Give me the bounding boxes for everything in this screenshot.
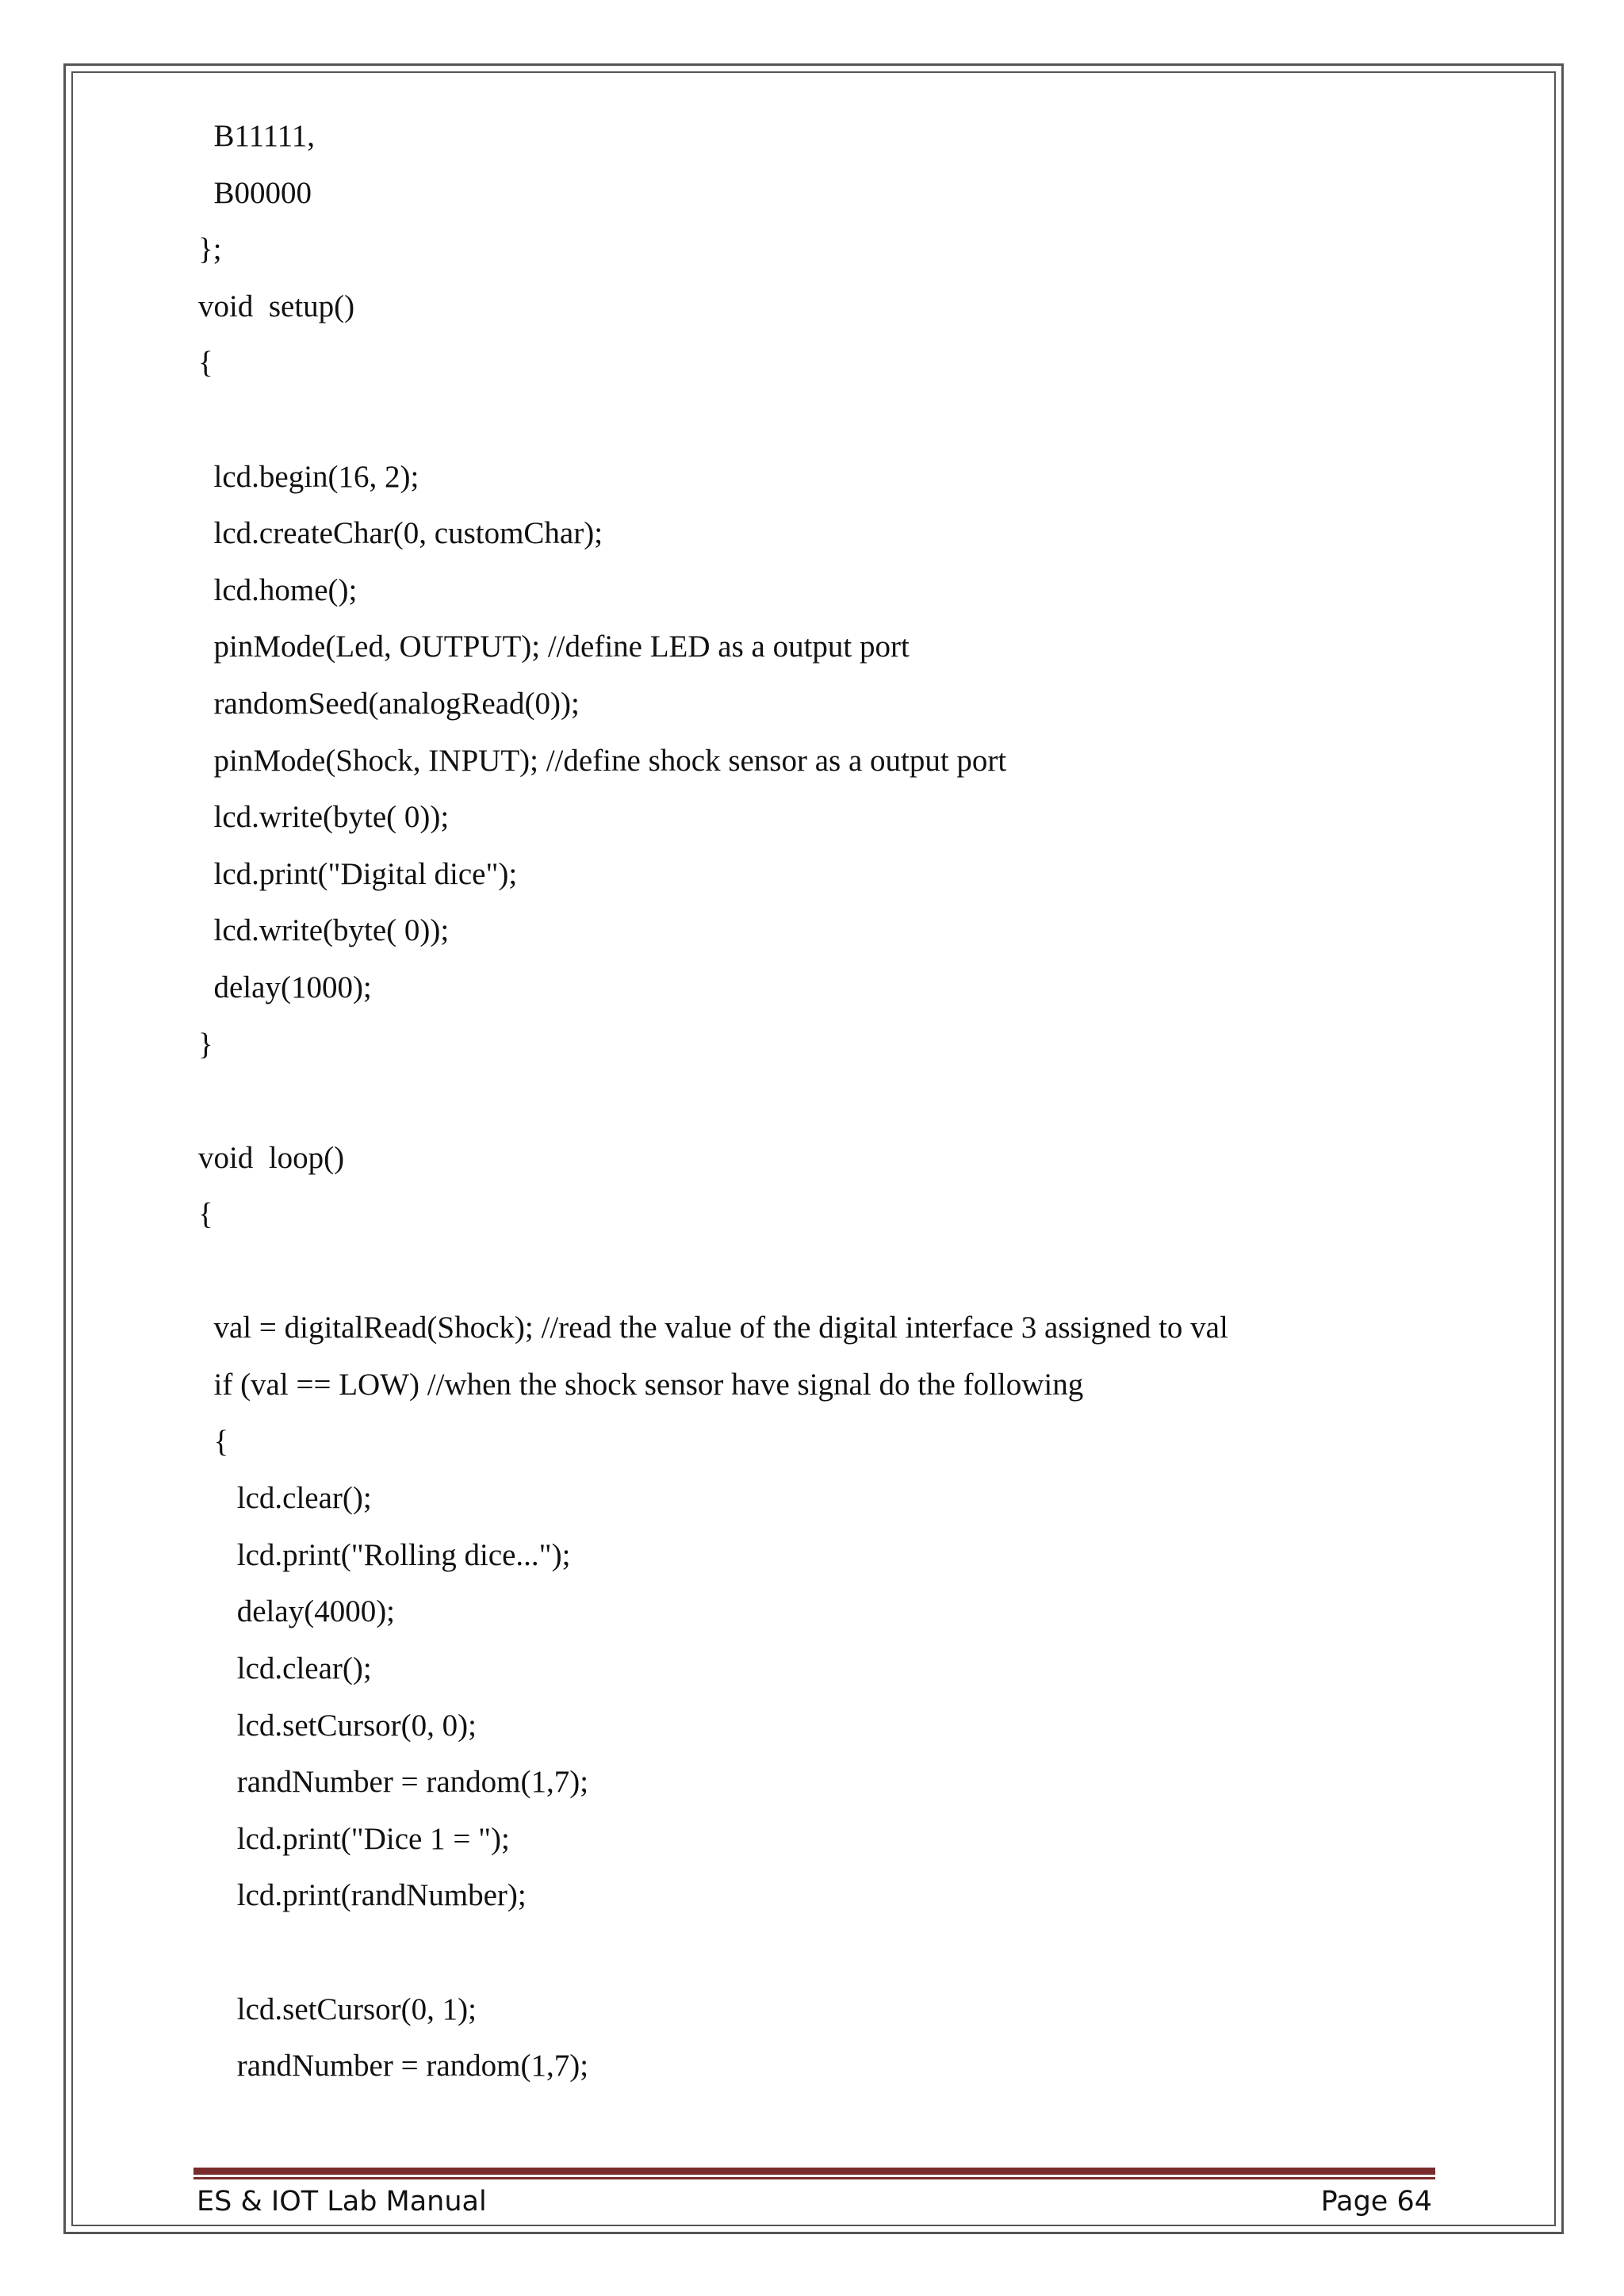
code-line: lcd.write(byte( 0)); bbox=[198, 800, 450, 835]
code-line: if (val == LOW) //when the shock sensor have signal do the following bbox=[198, 1368, 1084, 1402]
code-line bbox=[198, 1249, 1435, 1307]
footer-page-number: Page 64 bbox=[1320, 2186, 1432, 2218]
code-line: randomSeed(analogRead(0)); bbox=[198, 686, 580, 721]
code-line: delay(1000); bbox=[198, 970, 372, 1004]
code-line: lcd.createChar(0, customChar); bbox=[198, 516, 603, 551]
code-line: B00000 bbox=[198, 175, 312, 210]
code-line: { bbox=[198, 346, 213, 381]
code-line: val = digitalRead(Shock); //read the value of the digital interface 3 assigned to val bbox=[198, 1311, 1228, 1345]
code-line: lcd.print("Rolling dice..."); bbox=[198, 1537, 571, 1572]
code-line: pinMode(Shock, INPUT); //define shock sensor as a output port bbox=[198, 743, 1007, 778]
code-listing bbox=[198, 114, 1435, 2101]
code-line: { bbox=[198, 1197, 213, 1232]
code-line: lcd.begin(16, 2); bbox=[198, 459, 419, 494]
code-line: } bbox=[198, 1027, 213, 1062]
code-line: lcd.print("Digital dice"); bbox=[198, 856, 518, 891]
code-line bbox=[198, 398, 1435, 455]
footer-manual-title: ES & IOT Lab Manual bbox=[197, 2186, 487, 2218]
code-line: B11111, bbox=[198, 119, 315, 153]
code-line: randNumber = random(1,7); bbox=[198, 2049, 589, 2084]
code-line: lcd.clear(); bbox=[198, 1651, 372, 1686]
code-line: { bbox=[198, 1424, 229, 1459]
code-line: lcd.setCursor(0, 0); bbox=[198, 1708, 477, 1743]
code-line: lcd.print("Dice 1 = "); bbox=[198, 1821, 510, 1856]
code-line: delay(4000); bbox=[198, 1594, 396, 1629]
footer-rule bbox=[193, 2168, 1435, 2175]
code-line: lcd.setCursor(0, 1); bbox=[198, 1992, 477, 2026]
code-line bbox=[198, 1079, 1435, 1136]
code-line: }; bbox=[198, 232, 222, 267]
code-line: randNumber = random(1,7); bbox=[198, 1765, 589, 1800]
code-line: pinMode(Led, OUTPUT); //define LED as a output port bbox=[198, 629, 910, 664]
code-line: lcd.print(randNumber); bbox=[198, 1878, 527, 1913]
code-line: lcd.clear(); bbox=[198, 1481, 372, 1516]
code-line bbox=[198, 1931, 1435, 1988]
code-line: void loop() bbox=[198, 1140, 345, 1175]
code-line: lcd.write(byte( 0)); bbox=[198, 913, 450, 948]
code-line: lcd.home(); bbox=[198, 572, 358, 607]
code-line: void setup() bbox=[198, 289, 355, 323]
footer-rule-thin bbox=[193, 2177, 1435, 2179]
